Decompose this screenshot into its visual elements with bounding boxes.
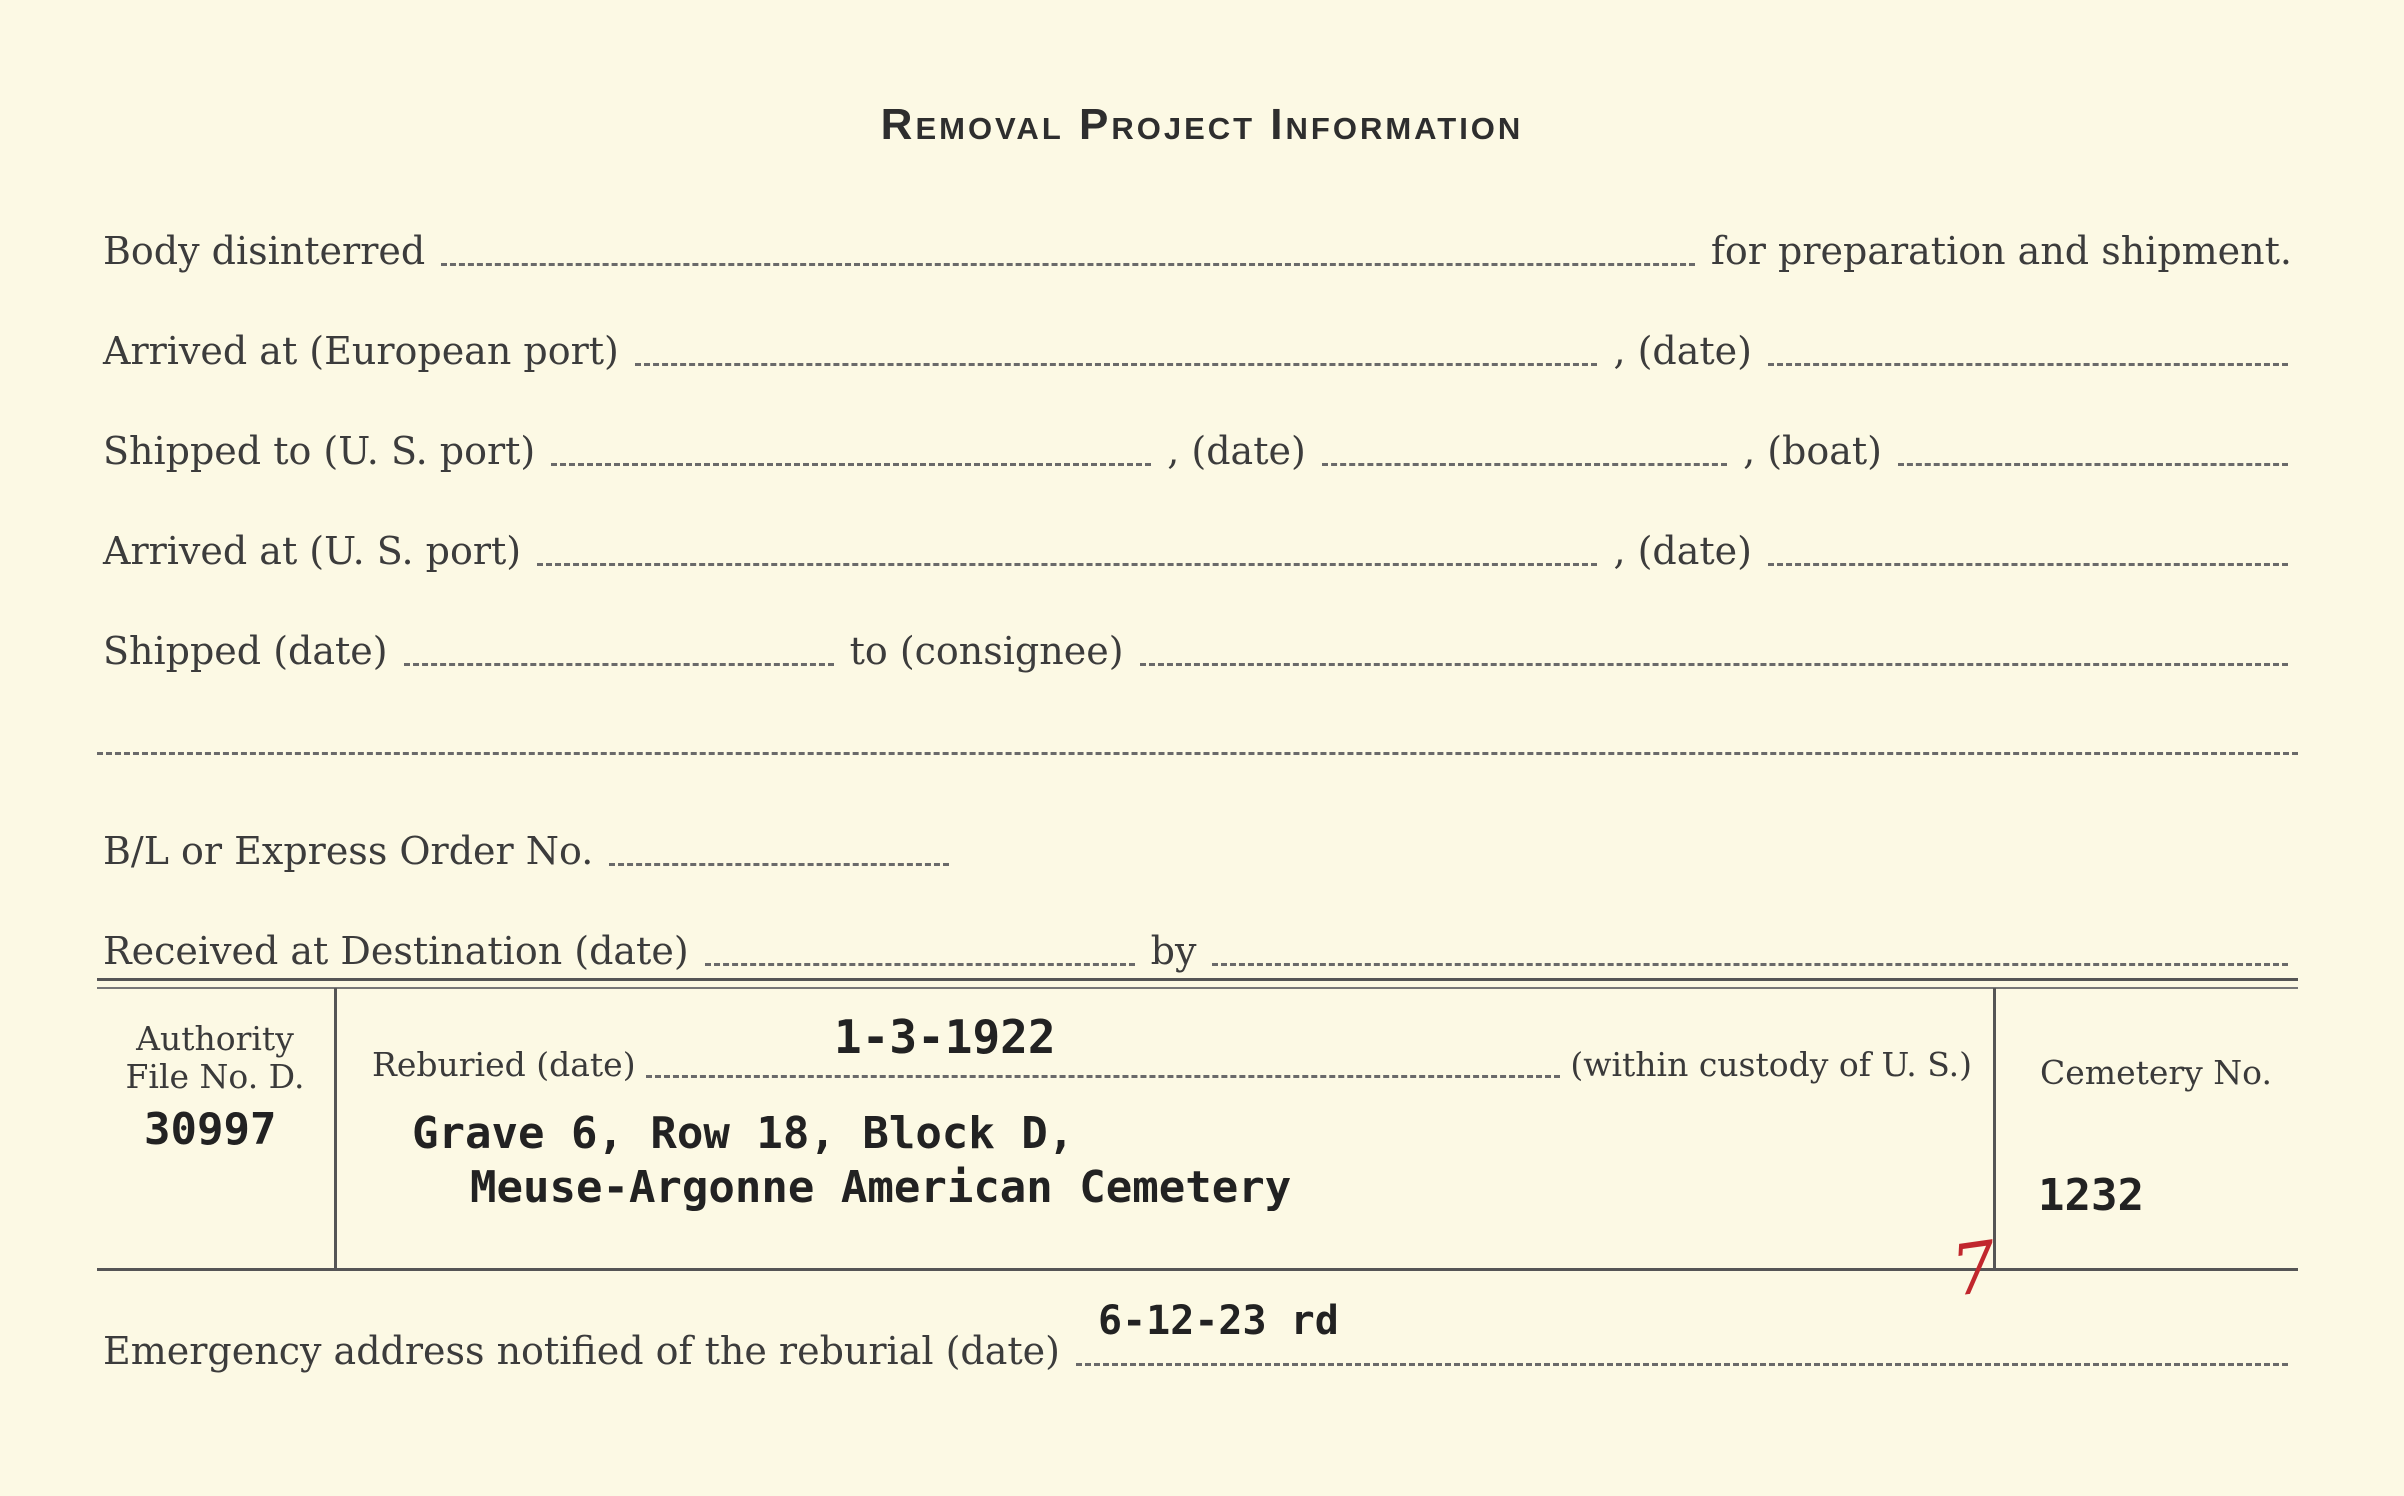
row-arrived-european [97,310,2298,373]
received-label: Received at Destination (date) [103,929,689,973]
boat-label: , (boat) [1743,429,1882,473]
emergency-date-value: 6-12-23 rd [1098,1298,1339,1344]
arrived-european-line [635,362,1598,366]
table-divider-left [334,988,337,1268]
preparation-label: for preparation and shipment. [1710,229,2292,273]
authority-label-line-1: Authority [136,1019,294,1058]
authority-label-line-2: File No. D. [125,1056,305,1096]
reburied-row [372,1046,1972,1084]
card-title [0,100,2404,150]
arrived-us-date-label: , (date) [1613,529,1752,573]
received-line [705,962,1135,966]
table-top-rule [97,978,2298,989]
row-bl-order [97,810,2298,873]
blank-line [97,752,2298,755]
authority-file-number: 30997 [144,1104,277,1155]
shipped-to-label: Shipped to (U. S. port) [103,429,536,473]
red-pencil-mark: 7 [1946,1225,2003,1313]
arrived-us-date-line [1768,562,2288,566]
consignee-label: to (consignee) [849,629,1124,673]
boat-line [1898,462,2288,466]
row-body-disinterred [97,210,2298,273]
grave-location-line-2: Meuse-Argonne American Cemetery [470,1162,1292,1213]
table-divider-right [1993,988,1996,1268]
row-shipped-date [97,610,2298,673]
row-shipped-to [97,410,2298,473]
title-text: Removal Project Information [880,100,1524,149]
by-label: by [1150,929,1197,973]
emergency-line [1076,1362,2288,1366]
row-received [97,910,2298,973]
consignee-line [1140,662,2288,666]
shipped-to-date-label: , (date) [1167,429,1306,473]
arrived-us-label: Arrived at (U. S. port) [103,529,522,573]
cemetery-label: Cemetery No. [2040,1053,2272,1092]
by-line [1212,962,2288,966]
arrived-us-line [537,562,1597,566]
arrived-european-label: Arrived at (European port) [103,329,619,373]
emergency-label: Emergency address notified of the reburial (date) [103,1329,1060,1373]
reburied-label: Reburied (date) [372,1045,636,1084]
row-arrived-us [97,510,2298,573]
shipped-date-line [404,662,834,666]
reburied-line [646,1074,1561,1078]
authority-label [100,1020,330,1096]
cemetery-number: 1232 [2038,1170,2144,1221]
bl-order-label: B/L or Express Order No. [103,829,594,873]
body-disinterred-label: Body disinterred [103,229,426,273]
custody-label: (within custody of U. S.) [1570,1045,1972,1084]
grave-location-line-1: Grave 6, Row 18, Block D, [412,1108,1075,1159]
shipped-to-line [551,462,1151,466]
reburied-date-value: 1-3-1922 [834,1010,1056,1064]
arrived-european-date-line [1768,362,2288,366]
body-disinterred-line [441,262,1695,266]
shipped-to-date-line [1322,462,1727,466]
bl-order-line [609,862,949,866]
shipped-date-label: Shipped (date) [103,629,388,673]
arrived-european-date-label: , (date) [1613,329,1752,373]
